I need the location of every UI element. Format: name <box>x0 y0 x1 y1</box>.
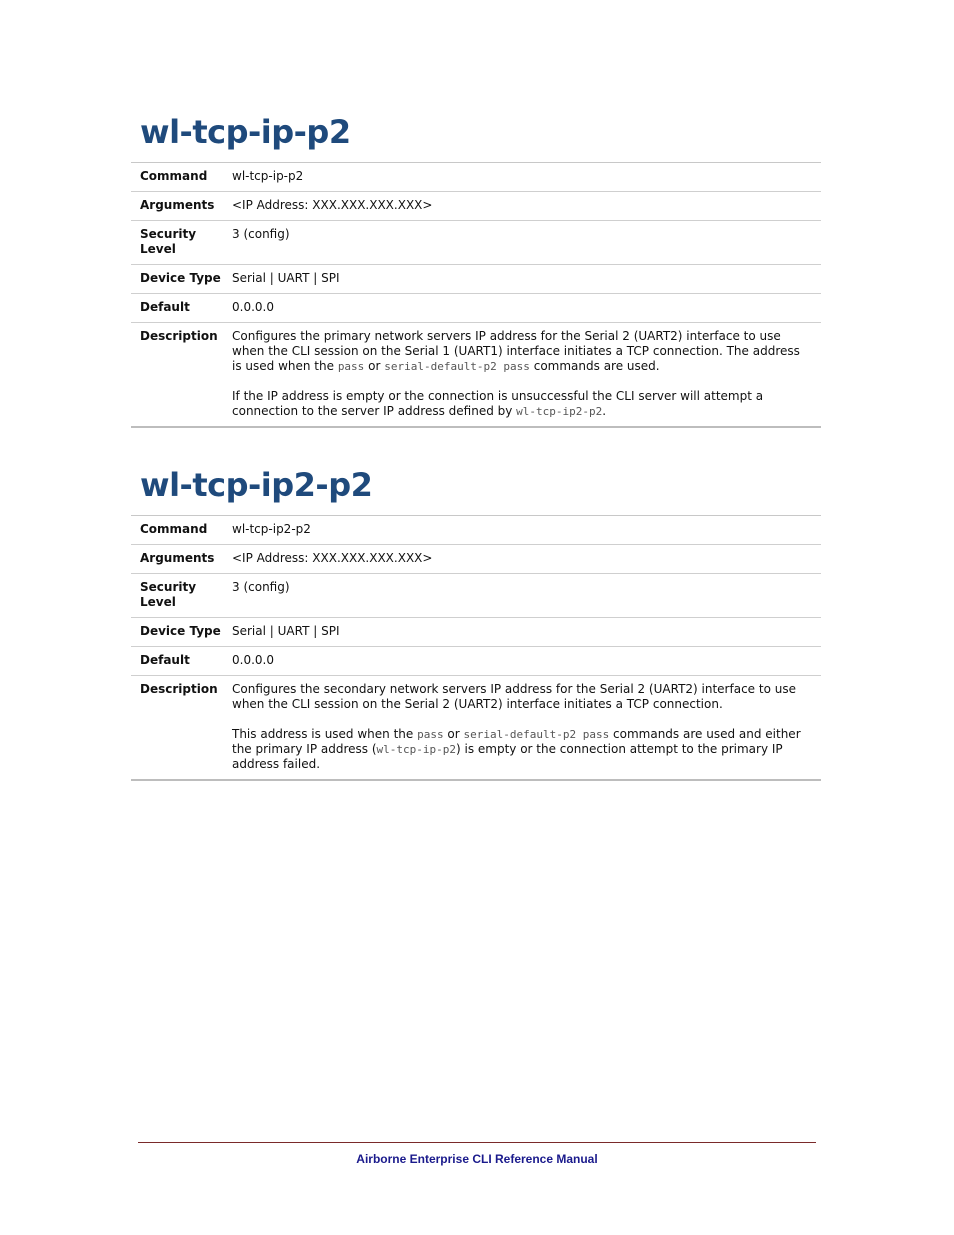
description-text: Configures the secondary network servers IP address for the Serial 2 (UART2) interface to use when the CLI session on the Serial 2 (UART2) interface initiates a TCP connection. <box>232 682 796 711</box>
description-paragraph <box>232 727 813 772</box>
table-row <box>131 647 821 676</box>
command-label: Command <box>131 516 232 545</box>
table-row <box>131 516 821 545</box>
code-inline: pass <box>337 360 365 373</box>
footer-divider <box>138 1142 816 1143</box>
table-row <box>131 221 821 265</box>
arguments-label: Arguments <box>131 192 232 221</box>
arguments-value: <IP Address: XXX.XXX.XXX.XXX> <box>232 545 821 574</box>
code-inline: wl-tcp-ip-p2 <box>376 743 456 756</box>
footer-title: Airborne Enterprise CLI Reference Manual <box>356 1152 598 1166</box>
security-level-label: Security Level <box>131 574 232 618</box>
table-row <box>131 618 821 647</box>
table-row <box>131 676 821 781</box>
code-inline: wl-tcp-ip2-p2 <box>516 405 603 418</box>
command-spec-table <box>131 162 821 428</box>
table-row <box>131 323 821 428</box>
description-text: Configures the primary network servers IP address for the Serial 2 (UART2) interface to use when the CLI session on the Serial 1 (UART1) interface initiates a TCP connection. The address is used when the <box>232 329 800 373</box>
description-label: Description <box>140 682 218 696</box>
description-paragraph <box>232 682 813 712</box>
device-type-label: Device Type <box>131 618 232 647</box>
default-label: Default <box>131 647 232 676</box>
description-value <box>232 676 821 781</box>
table-row <box>131 265 821 294</box>
table-row <box>131 192 821 221</box>
description-text: This address is used when the <box>232 727 418 741</box>
code-inline: serial-default-p2 pass <box>384 360 530 373</box>
command-value: wl-tcp-ip2-p2 <box>232 516 821 545</box>
description-text: commands are used and either the primary IP address ( <box>232 727 801 756</box>
command-spec-table <box>131 515 821 781</box>
command-value: wl-tcp-ip-p2 <box>232 163 821 192</box>
default-value: 0.0.0.0 <box>232 294 821 323</box>
table-row <box>131 545 821 574</box>
device-type-label: Device Type <box>131 265 232 294</box>
description-text: or <box>443 727 464 741</box>
code-inline: serial-default-p2 pass <box>463 728 610 741</box>
description-paragraph <box>232 329 813 374</box>
description-text: or <box>364 359 385 373</box>
device-type-value: Serial | UART | SPI <box>232 265 821 294</box>
table-row <box>131 163 821 192</box>
security-level-value: 3 (config) <box>232 221 821 265</box>
security-level-label: Security Level <box>131 221 232 265</box>
table-row <box>131 294 821 323</box>
arguments-value: <IP Address: XXX.XXX.XXX.XXX> <box>232 192 821 221</box>
table-row <box>131 574 821 618</box>
default-label: Default <box>131 294 232 323</box>
description-text: . <box>602 404 607 418</box>
code-inline: pass <box>417 728 444 741</box>
description-text: commands are used. <box>529 359 660 373</box>
arguments-label: Arguments <box>131 545 232 574</box>
section-title: wl-tcp-ip2-p2 <box>140 466 373 504</box>
description-text: ) is empty or the connection attempt to the primary IP address failed. <box>232 742 783 771</box>
command-section-wl-tcp-ip-p2 <box>131 112 821 428</box>
device-type-value: Serial | UART | SPI <box>232 618 821 647</box>
security-level-value: 3 (config) <box>232 574 821 618</box>
description-text: If the IP address is empty or the connection is unsuccessful the CLI server will attempt a connection to the server IP address defined by <box>232 389 764 418</box>
command-section-wl-tcp-ip2-p2 <box>131 465 821 781</box>
default-value: 0.0.0.0 <box>232 647 821 676</box>
command-label: Command <box>131 163 232 192</box>
description-value <box>232 323 821 428</box>
section-title: wl-tcp-ip-p2 <box>140 113 351 151</box>
description-label: Description <box>140 329 218 343</box>
description-paragraph <box>232 389 813 419</box>
